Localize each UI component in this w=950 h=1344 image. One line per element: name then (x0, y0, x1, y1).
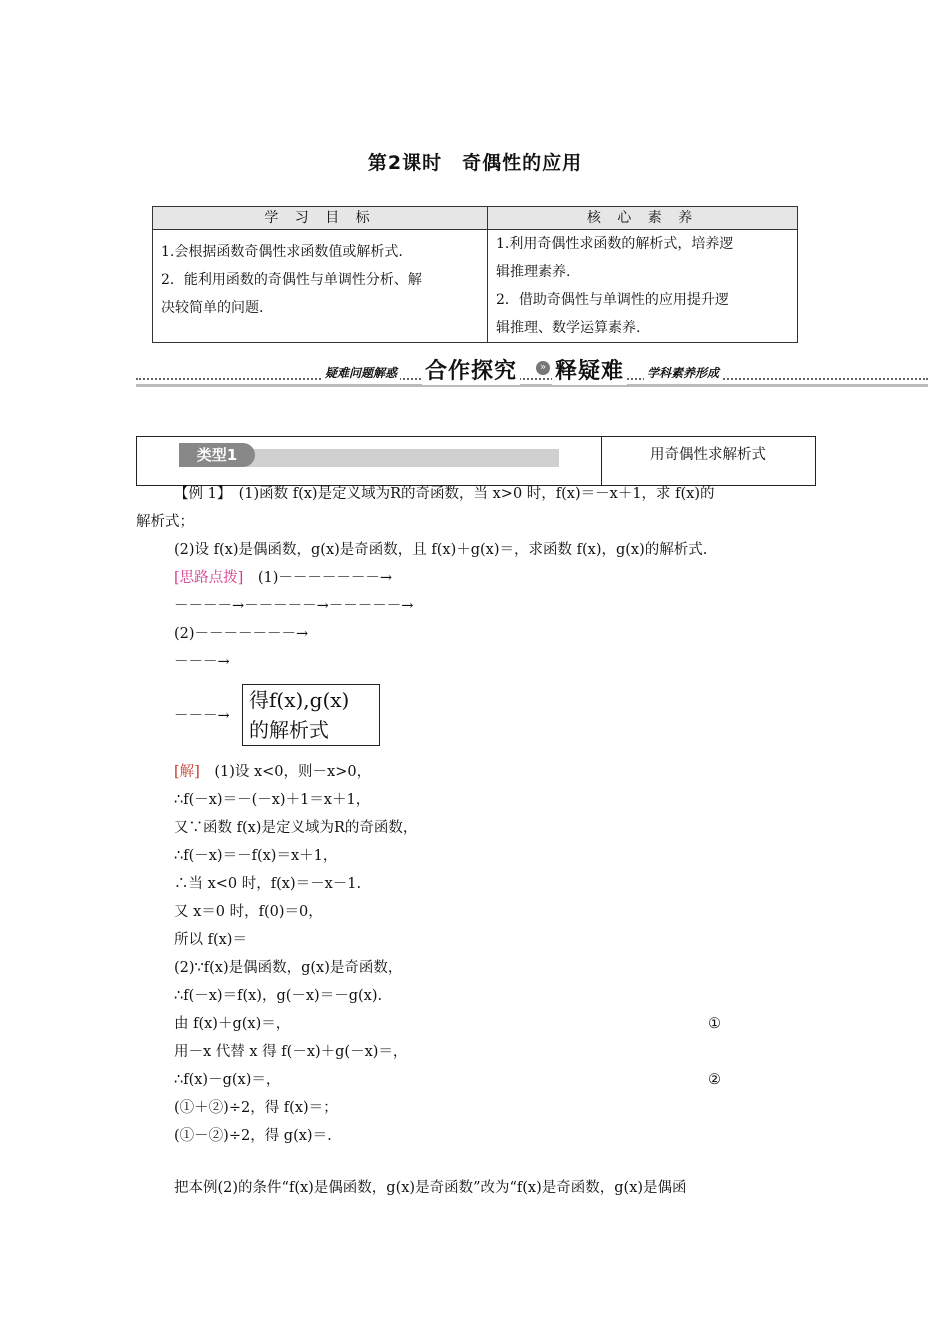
hint-line5: －－－→ (174, 708, 230, 724)
literacy-line: 辑推理、数学运算素养. (496, 320, 641, 336)
solution-line7: 所以 f(x)＝ (174, 932, 247, 948)
solution-line11: 用－x 代替 x 得 f(－x)＋g(－x)＝， (174, 1044, 408, 1060)
banner-title-right: 释疑难 (552, 354, 627, 385)
banner-rule (136, 384, 928, 387)
solution-text: (1)设 x<0，则－x>0， (199, 764, 372, 780)
banner-title-left: 合作探究 (422, 354, 520, 385)
solution-line14: (①－②)÷2，得 g(x)＝. (174, 1128, 332, 1144)
hint-line1 (174, 568, 392, 588)
goals-cell (153, 230, 488, 343)
literacy-cell (488, 230, 798, 343)
solution-line5: ∴当 x<0 时，f(x)＝－x－1. (174, 876, 362, 892)
variant-question-line: 把本例(2)的条件“f(x)是偶函数，g(x)是奇函数”改为“f(x)是奇函数，g(x)是偶函 (174, 1180, 687, 1196)
solution-line1 (174, 762, 371, 782)
section-banner (136, 354, 928, 390)
solution-line13: (①＋②)÷2，得 f(x)＝； (174, 1100, 338, 1116)
type-box (136, 436, 816, 486)
solution-line4: ∴f(－x)＝－f(x)＝x＋1， (174, 848, 338, 864)
solution-line10: 由 f(x)＋g(x)＝， (174, 1016, 291, 1032)
equation-number-1: ① (708, 1016, 721, 1032)
solution-label: [解] (174, 764, 200, 780)
page-title: 第2课时 奇偶性的应用 (367, 152, 583, 174)
goal-line: 决较简单的问题. (161, 300, 264, 316)
example-1-line3: (2)设 f(x)是偶函数，g(x)是奇函数，且 f(x)＋g(x)＝，求函数 f(x)，g(x)的解析式. (174, 542, 708, 558)
solution-line8: (2)∵f(x)是偶函数，g(x)是奇函数， (174, 960, 403, 976)
learning-goals-table (152, 206, 798, 343)
hint-label: [思路点拨] (174, 570, 244, 586)
hint-line4: －－－→ (174, 654, 230, 670)
hint-result-line1: 得f(x),g(x) (249, 688, 350, 712)
goals-header: 学 习 目 标 (153, 207, 488, 230)
banner-right-caption: 学科素养形成 (644, 364, 722, 381)
goal-line: 1.会根据函数奇偶性求函数值或解析式. (161, 244, 403, 260)
example-1-line2: 解析式； (136, 514, 194, 530)
hint-arrow: (1)－－－－－－－→ (243, 570, 393, 586)
hint-result-line2: 的解析式 (249, 718, 329, 742)
banner-left-caption: 疑难问题解惑 (322, 364, 400, 381)
goal-line: 2．能利用函数的奇偶性与单调性分析、解 (161, 272, 422, 288)
hint-line2: －－－－→－－－－－→－－－－－→ (174, 598, 414, 614)
literacy-header: 核 心 素 养 (488, 207, 798, 230)
literacy-line: 1.利用奇偶性求函数的解析式，培养逻 (496, 236, 734, 252)
solution-line12: ∴f(x)－g(x)＝， (174, 1072, 281, 1088)
type-name: 用奇偶性求解析式 (650, 447, 766, 463)
equation-number-2: ② (708, 1072, 721, 1088)
solution-line3: 又∵函数 f(x)是定义域为R的奇函数， (174, 820, 418, 836)
solution-line6: 又 x＝0 时，f(0)＝0， (174, 904, 323, 920)
banner-arrow-icon: » (534, 360, 552, 376)
solution-line2: ∴f(－x)＝－(－x)＋1＝x＋1， (174, 792, 371, 808)
hint-result-box (242, 684, 380, 746)
literacy-line: 辑推理素养. (496, 264, 571, 280)
literacy-line: 2．借助奇偶性与单调性的应用提升逻 (496, 292, 729, 308)
hint-line3: (2)－－－－－－－→ (174, 626, 309, 642)
banner-dotted-rule (136, 378, 928, 380)
type-tag: 类型1 (179, 443, 255, 467)
example-1-line1: 【例 1】 (1)函数 f(x)是定义域为R的奇函数，当 x>0 时，f(x)＝－x＋1，求 f(x)的 (174, 486, 715, 502)
solution-line9: ∴f(－x)＝f(x)，g(－x)＝－g(x). (174, 988, 383, 1004)
